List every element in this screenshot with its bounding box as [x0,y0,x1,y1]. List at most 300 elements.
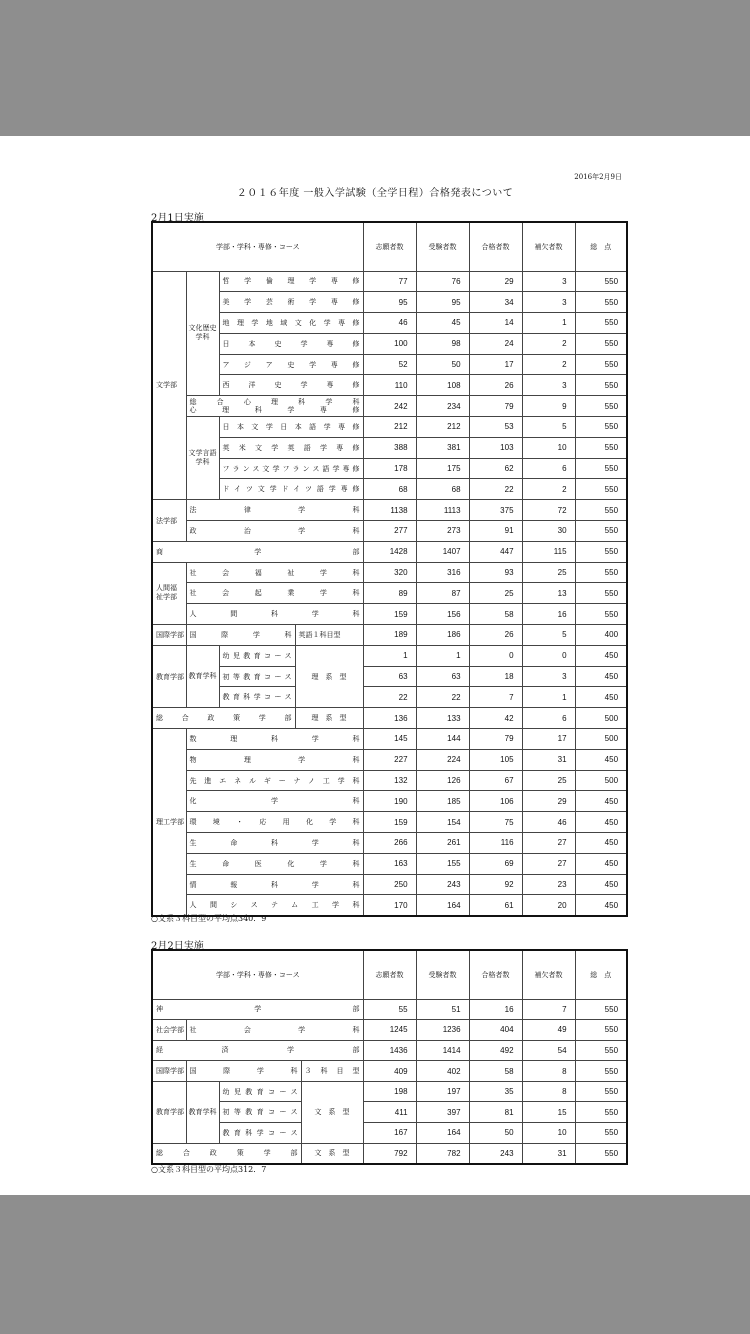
group-label: 国際学部 [152,1061,186,1082]
row-name: 幼児教育コース [219,1081,301,1102]
examinees-cell: 185 [416,791,469,812]
table-row [152,458,627,479]
passers-cell: 0 [469,645,522,666]
applicants-cell: 136 [363,708,416,729]
day2-results-table [151,949,628,1165]
exam-type-label: ３科目型 [301,1061,363,1082]
passers-cell: 17 [469,354,522,375]
passers-cell: 7 [469,687,522,708]
passers-cell: 16 [469,999,522,1020]
total-score-cell: 550 [575,1020,627,1041]
examinees-cell: 186 [416,625,469,646]
applicants-cell: 198 [363,1081,416,1102]
header-examinees: 受験者数 [416,950,469,999]
group-label: 社会学部 [152,1020,186,1041]
examinees-cell: 164 [416,1123,469,1144]
passers-cell: 58 [469,1061,522,1082]
waitlist-cell: 23 [522,874,575,895]
passers-cell: 79 [469,396,522,417]
passers-cell: 81 [469,1102,522,1123]
table-row [152,313,627,334]
waitlist-cell: 3 [522,292,575,313]
total-score-cell: 450 [575,687,627,708]
table-row [152,666,627,687]
header-passers: 合格者数 [469,950,522,999]
total-score-cell: 450 [575,791,627,812]
waitlist-cell: 2 [522,333,575,354]
applicants-cell: 159 [363,812,416,833]
row-name: 英米文学英語学専修 [219,437,363,458]
waitlist-cell: 20 [522,895,575,916]
applicants-cell: 242 [363,396,416,417]
waitlist-cell: 6 [522,458,575,479]
passers-cell: 34 [469,292,522,313]
waitlist-cell: 5 [522,625,575,646]
table-row [152,1020,627,1041]
examinees-cell: 51 [416,999,469,1020]
row-name: 社会福祉学科 [186,562,363,583]
table-row [152,1040,627,1061]
table-row [152,708,627,729]
table-row [152,437,627,458]
examinees-cell: 197 [416,1081,469,1102]
group-label: 国際学部 [152,625,186,646]
total-score-cell: 550 [575,1081,627,1102]
table-header-row [152,222,627,271]
examinees-cell: 126 [416,770,469,791]
table-row [152,791,627,812]
waitlist-cell: 10 [522,1123,575,1144]
header-course: 学部・学科・専修・コース [152,222,363,271]
row-name: 経済学部 [152,1040,363,1061]
row-name: 商学部 [152,541,363,562]
group-label: 法学部 [152,500,186,542]
passers-cell: 243 [469,1143,522,1164]
waitlist-cell: 8 [522,1061,575,1082]
passers-cell: 92 [469,874,522,895]
passers-cell: 69 [469,853,522,874]
waitlist-cell: 25 [522,562,575,583]
waitlist-cell: 3 [522,375,575,396]
table-row [152,625,627,646]
subgroup-label: 文化歴史学科 [186,271,219,396]
header-course: 学部・学科・専修・コース [152,950,363,999]
table-row [152,749,627,770]
exam-type-label: 英語１科目型 [295,625,363,646]
row-name: 物理学科 [186,749,363,770]
total-score-cell: 550 [575,375,627,396]
table-row [152,479,627,500]
total-score-cell: 500 [575,729,627,750]
passers-cell: 35 [469,1081,522,1102]
applicants-cell: 227 [363,749,416,770]
table-row [152,541,627,562]
total-score-cell: 550 [575,333,627,354]
row-name: 幼児教育コース [219,645,295,666]
row-name: 初等教育コース [219,666,295,687]
day1-results-table [151,221,628,917]
table-row [152,417,627,438]
applicants-cell: 1 [363,645,416,666]
row-name: 美学芸術学専修 [219,292,363,313]
row-name: 教育科学コース [219,1123,301,1144]
waitlist-cell: 7 [522,999,575,1020]
passers-cell: 75 [469,812,522,833]
total-score-cell: 550 [575,541,627,562]
total-score-cell: 450 [575,749,627,770]
waitlist-cell: 72 [522,500,575,521]
table-row [152,833,627,854]
total-score-cell: 550 [575,1143,627,1164]
applicants-cell: 167 [363,1123,416,1144]
applicants-cell: 145 [363,729,416,750]
waitlist-cell: 0 [522,645,575,666]
passers-cell: 26 [469,625,522,646]
passers-cell: 375 [469,500,522,521]
waitlist-cell: 49 [522,1020,575,1041]
examinees-cell: 261 [416,833,469,854]
total-score-cell: 500 [575,770,627,791]
total-score-cell: 450 [575,874,627,895]
table-row [152,812,627,833]
passers-cell: 29 [469,271,522,292]
examinees-cell: 87 [416,583,469,604]
total-score-cell: 550 [575,500,627,521]
applicants-cell: 159 [363,604,416,625]
waitlist-cell: 17 [522,729,575,750]
waitlist-cell: 1 [522,313,575,334]
table-row [152,999,627,1020]
group-label: 文学部 [152,271,186,500]
header-total-score: 総 点 [575,950,627,999]
group-label: 人間福祉学部 [152,562,186,624]
total-score-cell: 550 [575,479,627,500]
passers-cell: 42 [469,708,522,729]
total-score-cell: 550 [575,292,627,313]
applicants-cell: 1428 [363,541,416,562]
row-name: アジア史学専修 [219,354,363,375]
examinees-cell: 1113 [416,500,469,521]
table-row [152,396,627,417]
table-row [152,500,627,521]
examinees-cell: 782 [416,1143,469,1164]
waitlist-cell: 5 [522,417,575,438]
waitlist-cell: 2 [522,479,575,500]
applicants-cell: 212 [363,417,416,438]
total-score-cell: 550 [575,354,627,375]
header-waitlist: 補欠者数 [522,950,575,999]
examinees-cell: 50 [416,354,469,375]
applicants-cell: 170 [363,895,416,916]
row-name: 生命医化学科 [186,853,363,874]
examinees-cell: 381 [416,437,469,458]
applicants-cell: 189 [363,625,416,646]
row-name: 社会学科 [186,1020,363,1041]
applicants-cell: 266 [363,833,416,854]
examinees-cell: 212 [416,417,469,438]
waitlist-cell: 3 [522,271,575,292]
applicants-cell: 190 [363,791,416,812]
applicants-cell: 55 [363,999,416,1020]
applicants-cell: 792 [363,1143,416,1164]
row-name: 哲学倫理学専修 [219,271,363,292]
day1-heading: 2月1日実施 [151,213,204,224]
total-score-cell: 550 [575,562,627,583]
total-score-cell: 550 [575,437,627,458]
total-score-cell: 450 [575,895,627,916]
applicants-cell: 411 [363,1102,416,1123]
passers-cell: 93 [469,562,522,583]
day1-note: ○文系３科目型の平均点340．9 [151,914,267,923]
waitlist-cell: 10 [522,437,575,458]
waitlist-cell: 54 [522,1040,575,1061]
table-row [152,562,627,583]
row-name-line1: 総合心理科学科 [189,398,360,407]
examinees-cell: 224 [416,749,469,770]
row-name: 社会起業学科 [186,583,363,604]
applicants-cell: 1436 [363,1040,416,1061]
examinees-cell: 156 [416,604,469,625]
passers-cell: 105 [469,749,522,770]
row-name: 人間システム工学科 [186,895,363,916]
total-score-cell: 500 [575,708,627,729]
total-score-cell: 550 [575,1102,627,1123]
examinees-cell: 243 [416,874,469,895]
applicants-cell: 388 [363,437,416,458]
row-name: 国際学科 [186,625,295,646]
examinees-cell: 164 [416,895,469,916]
examinees-cell: 1236 [416,1020,469,1041]
row-name: 生命科学科 [186,833,363,854]
total-score-cell: 400 [575,625,627,646]
applicants-cell: 178 [363,458,416,479]
passers-cell: 53 [469,417,522,438]
row-name: 神学部 [152,999,363,1020]
table-row [152,521,627,542]
waitlist-cell: 2 [522,354,575,375]
row-name [186,396,363,417]
examinees-cell: 1414 [416,1040,469,1061]
total-score-cell: 550 [575,458,627,479]
row-name: 地理学地域文化学専修 [219,313,363,334]
table-row [152,687,627,708]
day2-note: ○文系３科目型の平均点312．7 [151,1165,267,1174]
waitlist-cell: 3 [522,666,575,687]
applicants-cell: 52 [363,354,416,375]
passers-cell: 79 [469,729,522,750]
table-row [152,770,627,791]
applicants-cell: 46 [363,313,416,334]
total-score-cell: 550 [575,1061,627,1082]
passers-cell: 25 [469,583,522,604]
exam-type-label: 文 系 型 [301,1143,363,1164]
applicants-cell: 95 [363,292,416,313]
passers-cell: 62 [469,458,522,479]
header-examinees: 受験者数 [416,222,469,271]
examinees-cell: 1 [416,645,469,666]
passers-cell: 492 [469,1040,522,1061]
examinees-cell: 1407 [416,541,469,562]
total-score-cell: 550 [575,583,627,604]
waitlist-cell: 15 [522,1102,575,1123]
total-score-cell: 450 [575,853,627,874]
applicants-cell: 110 [363,375,416,396]
row-name: 日本史学専修 [219,333,363,354]
row-name: 先進エネルギーナノ工学科 [186,770,363,791]
waitlist-cell: 9 [522,396,575,417]
table-row [152,271,627,292]
row-name: 初等教育コース [219,1102,301,1123]
passers-cell: 447 [469,541,522,562]
row-name: 政治学科 [186,521,363,542]
applicants-cell: 163 [363,853,416,874]
row-name: 数理科学科 [186,729,363,750]
examinees-cell: 273 [416,521,469,542]
row-name: ドイツ文学ドイツ語学専修 [219,479,363,500]
passers-cell: 26 [469,375,522,396]
examinees-cell: 108 [416,375,469,396]
waitlist-cell: 115 [522,541,575,562]
row-name: 法律学科 [186,500,363,521]
table-row [152,1123,627,1144]
waitlist-cell: 30 [522,521,575,542]
waitlist-cell: 31 [522,749,575,770]
examinees-cell: 76 [416,271,469,292]
passers-cell: 91 [469,521,522,542]
passers-cell: 61 [469,895,522,916]
waitlist-cell: 16 [522,604,575,625]
row-name: 国際学科 [186,1061,301,1082]
header-passers: 合格者数 [469,222,522,271]
day2-heading: 2月2日実施 [151,941,204,952]
row-name-line2: 心理科学専修 [189,406,360,415]
total-score-cell: 550 [575,396,627,417]
examinees-cell: 22 [416,687,469,708]
exam-type-label: 理 系 型 [295,645,363,707]
passers-cell: 58 [469,604,522,625]
group-label: 教育学部 [152,1081,186,1143]
subgroup-label: 文学言語学科 [186,417,219,500]
row-name: 環境・応用化学科 [186,812,363,833]
passers-cell: 67 [469,770,522,791]
table-row [152,729,627,750]
table-row [152,645,627,666]
row-name: 人間科学科 [186,604,363,625]
passers-cell: 116 [469,833,522,854]
waitlist-cell: 1 [522,687,575,708]
subgroup-label: 教育学科 [186,1081,219,1143]
waitlist-cell: 29 [522,791,575,812]
examinees-cell: 234 [416,396,469,417]
row-name: 教育科学コース [219,687,295,708]
applicants-cell: 89 [363,583,416,604]
total-score-cell: 550 [575,521,627,542]
row-name: フランス文学フランス語学専修 [219,458,363,479]
examinees-cell: 45 [416,313,469,334]
header-applicants: 志願者数 [363,222,416,271]
passers-cell: 50 [469,1123,522,1144]
passers-cell: 14 [469,313,522,334]
document-date: 2016年2月9日 [574,173,622,181]
passers-cell: 103 [469,437,522,458]
table-row [152,853,627,874]
total-score-cell: 550 [575,1040,627,1061]
row-name: 情報科学科 [186,874,363,895]
row-name: 総合政策学部 [152,708,295,729]
document-page [0,136,750,1195]
total-score-cell: 550 [575,417,627,438]
total-score-cell: 550 [575,271,627,292]
header-applicants: 志願者数 [363,950,416,999]
header-waitlist: 補欠者数 [522,222,575,271]
passers-cell: 22 [469,479,522,500]
table-row [152,874,627,895]
group-label: 教育学部 [152,645,186,707]
applicants-cell: 132 [363,770,416,791]
examinees-cell: 154 [416,812,469,833]
table-row [152,292,627,313]
total-score-cell: 550 [575,999,627,1020]
row-name: 化学科 [186,791,363,812]
waitlist-cell: 8 [522,1081,575,1102]
applicants-cell: 77 [363,271,416,292]
table-row [152,1143,627,1164]
total-score-cell: 450 [575,833,627,854]
examinees-cell: 402 [416,1061,469,1082]
applicants-cell: 250 [363,874,416,895]
table-header-row [152,950,627,999]
waitlist-cell: 31 [522,1143,575,1164]
total-score-cell: 450 [575,666,627,687]
waitlist-cell: 27 [522,853,575,874]
passers-cell: 24 [469,333,522,354]
table-row [152,1102,627,1123]
table-row [152,604,627,625]
table-row [152,1081,627,1102]
applicants-cell: 100 [363,333,416,354]
applicants-cell: 22 [363,687,416,708]
examinees-cell: 155 [416,853,469,874]
total-score-cell: 550 [575,604,627,625]
examinees-cell: 63 [416,666,469,687]
total-score-cell: 450 [575,812,627,833]
table-row [152,354,627,375]
waitlist-cell: 6 [522,708,575,729]
passers-cell: 106 [469,791,522,812]
row-name: 総合政策学部 [152,1143,301,1164]
applicants-cell: 320 [363,562,416,583]
waitlist-cell: 27 [522,833,575,854]
exam-type-label: 文 系 型 [301,1081,363,1143]
applicants-cell: 68 [363,479,416,500]
table-row [152,375,627,396]
passers-cell: 18 [469,666,522,687]
row-name: 西洋史学専修 [219,375,363,396]
subgroup-label: 教育学科 [186,645,219,707]
applicants-cell: 277 [363,521,416,542]
examinees-cell: 95 [416,292,469,313]
applicants-cell: 1138 [363,500,416,521]
table-row [152,583,627,604]
examinees-cell: 68 [416,479,469,500]
waitlist-cell: 13 [522,583,575,604]
examinees-cell: 397 [416,1102,469,1123]
table-row [152,1061,627,1082]
applicants-cell: 1245 [363,1020,416,1041]
passers-cell: 404 [469,1020,522,1041]
waitlist-cell: 25 [522,770,575,791]
document-title: ２０１６年度 一般入学試験（全学日程）合格発表について [236,188,514,199]
